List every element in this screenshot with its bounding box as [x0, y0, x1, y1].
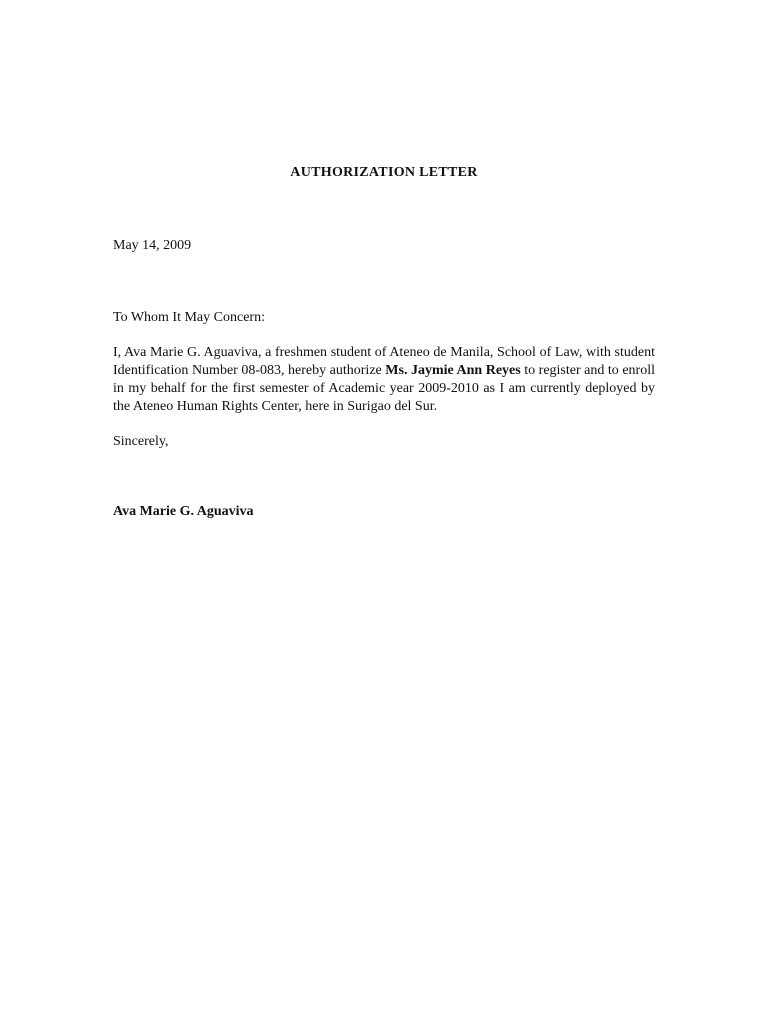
- letter-body-part1: I, Ava Marie G. Aguaviva, a freshmen student of Ateneo de Manila, School of Law, with student Identification Number 08-083, hereby authorize: [113, 345, 655, 378]
- letter-salutation: To Whom It May Concern:: [113, 310, 265, 325]
- letter-closing: Sincerely,: [113, 434, 169, 449]
- letter-title: AUTHORIZATION LETTER: [290, 165, 478, 180]
- letter-body: [113, 344, 655, 416]
- letter-date: May 14, 2009: [113, 238, 192, 253]
- letter-signature: Ava Marie G. Aguaviva: [113, 504, 254, 519]
- letter-body-part2: to register and to enroll in my behalf for the first semester of Academic year 2009-2010 as I am currently deployed by the Ateneo Human Rights Center, here in Surigao del Sur.: [113, 363, 655, 414]
- authorized-person-name: Ms. Jaymie Ann Reyes: [385, 363, 521, 378]
